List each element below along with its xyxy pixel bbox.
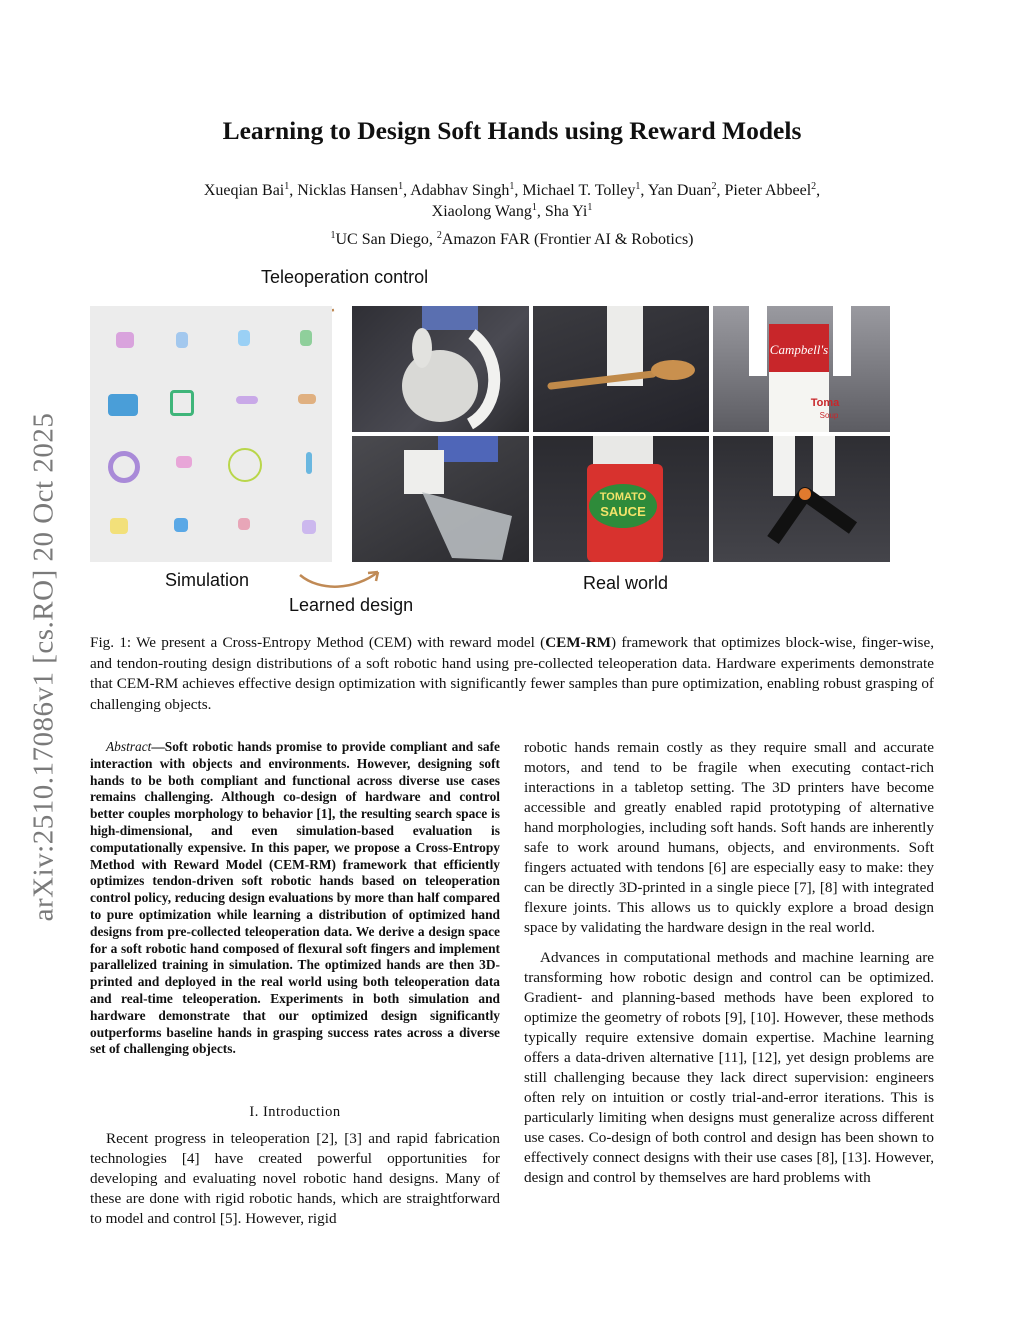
abstract	[90, 739, 500, 1058]
right-paragraph-1: robotic hands remain costly as they require small and accurate motors, and tend to be fragile when executing contact-rich interactions in a tabletop setting. The 3D printers have become accessible and greatly enabled rapid prototyping of alternative hand morphologies, including soft hands. Soft hands are inherently safe to work around humans, objects, and environments. Soft fingers actuated with tendons [6] are especially easy to make: they can be directly 3D-printed in a single piece [7], [8] with integrated flexure joints. This allows us to quickly explore a broad design space by validating the hardware design in the real world.	[524, 739, 934, 936]
paper-title: Learning to Design Soft Hands using Reward Models	[222, 116, 802, 145]
can-label-text: Toma	[810, 397, 840, 409]
author: Xiaolong Wang	[431, 203, 532, 220]
author: Yan Duan	[647, 182, 712, 199]
sim-object	[306, 452, 312, 474]
sim-object	[228, 448, 262, 482]
sim-object	[236, 396, 258, 404]
sim-object	[110, 518, 128, 534]
soft-finger	[833, 306, 851, 376]
author: Adabhav Singh	[410, 182, 510, 199]
soft-finger	[593, 436, 653, 466]
author-separator: ,	[403, 182, 411, 199]
mount	[438, 436, 498, 462]
mount	[422, 306, 478, 330]
author-affil-mark: 1	[531, 202, 537, 213]
author: Sha Yi	[544, 203, 588, 220]
label-real-world: Real world	[583, 573, 669, 593]
sim-object	[302, 520, 316, 534]
photo-tool-grasp	[713, 436, 890, 562]
intro-left-column	[90, 1129, 500, 1229]
can-brand-text: Campbell's	[769, 342, 829, 357]
caption-rest: ) framework that optimizes block-wise, finger-wise, and tendon-routing design distributions of a soft robotic hand using pre-collected teleoperation data. Hardware experiments demonstrate that CEM-RM achieves effective design optimization with significantly fewer samples than pure optimization, enabling robust grasping of challenging objects.	[90, 634, 935, 713]
author: Xueqian Bai	[203, 182, 285, 199]
author-affil-mark: 1	[284, 181, 290, 192]
label-learned-design: Learned design	[289, 595, 414, 615]
tool-grasp-drawing	[713, 436, 890, 562]
can-grasp-drawing	[713, 306, 890, 432]
bunny-ear	[412, 328, 432, 368]
section-heading: I. Introduction	[249, 1104, 341, 1120]
author-separator: ,	[514, 182, 523, 199]
author-separator: ,	[716, 182, 725, 199]
abstract-dash: —	[151, 739, 165, 754]
affil-mark: 2	[436, 230, 442, 241]
photo-can-grasp	[713, 306, 890, 432]
sim-object	[176, 332, 188, 348]
affil-mark: 1	[330, 230, 336, 241]
author: Nicklas Hansen	[297, 182, 399, 199]
figure-caption	[90, 633, 934, 715]
sim-object	[300, 330, 312, 346]
photo-bowl-grasp	[352, 436, 529, 562]
bowl-object	[422, 492, 512, 560]
arxiv-identifier-text: arXiv:2510.17086v1 [cs.RO] 20 Oct 2025	[27, 412, 60, 922]
sim-object	[108, 394, 138, 416]
can-label-text-2: Soup	[819, 411, 839, 420]
soft-finger	[749, 306, 767, 376]
intro-paragraph: Recent progress in teleoperation [2], [3] and rapid fabrication technologies [4] have created powerful opportunities for developing and evaluating novel robotic hand designs. Many of these are done with rigid robotic hands, which are straightforward to model and control [5]. However, rigid	[90, 1130, 500, 1227]
soft-finger	[404, 450, 444, 494]
abstract-text: Soft robotic hands promise to provide compliant and safe interaction with objects and environments. However, designing soft hands to be both compliant and functional across diverse use cases remains challenging. Although co-design of hardware and control better couples morphology to behavior [1], the resulting search space is high-dimensional, and even simulation-based evaluation is computationally expensive. In this paper, we propose a Cross-Entropy Method with Reward Model (CEM-RM) framework that efficiently optimizes tendon-driven soft robotic hands based on teleoperation control policy, reducing design evaluations by more than half compared to pure optimization while learning a distribution of optimized hand designs from pre-collected teleoperation data. We derive a design space for a soft robotic hand composed of flexural soft fingers and implement parallelized training in simulation. The optimized hands are then 3D-printed and deployed in the real world using both teleoperation data and real-time teleoperation. Experiments in both simulation and hardware demonstrate that our optimized design significantly outperforms baseline hands in grasping success rates across a diverse set of challenging objects.	[90, 739, 500, 1057]
author-separator: ,	[289, 182, 298, 199]
author-separator: ,	[816, 182, 821, 199]
photo-spoon-grasp	[533, 306, 709, 432]
caption-prefix: Fig. 1: We present a Cross-Entropy Method (CEM) with reward model (	[90, 634, 546, 651]
bowl-grasp-drawing	[352, 436, 529, 562]
spoon-bowl	[651, 360, 695, 380]
sim-object	[298, 394, 316, 404]
can-text-sauce: SAUCE	[600, 504, 646, 519]
affiliation: Amazon FAR (Frontier AI & Robotics)	[441, 231, 694, 248]
sim-object	[174, 518, 188, 532]
label-teleoperation-control: Teleoperation control	[261, 267, 429, 287]
soft-finger	[813, 436, 835, 496]
author-affil-mark: 1	[635, 181, 641, 192]
author-separator: ,	[536, 203, 545, 220]
affiliation: UC San Diego,	[335, 231, 437, 248]
arrow-sim-to-real	[300, 572, 378, 587]
author-separator: ,	[640, 182, 648, 199]
sim-object	[176, 456, 192, 468]
author: Pieter Abbeel	[724, 182, 812, 199]
author-affil-mark: 2	[711, 181, 717, 192]
author-affil-mark: 1	[587, 202, 593, 213]
sim-object	[238, 330, 250, 346]
right-column	[524, 738, 934, 1188]
simulation-grid-image	[90, 306, 332, 562]
sim-object	[238, 518, 250, 530]
photo-tomato-can-grasp	[533, 436, 709, 562]
author: Michael T. Tolley	[522, 182, 636, 199]
sim-object	[116, 332, 134, 348]
bunny-object	[402, 350, 478, 422]
author-affil-mark: 1	[398, 181, 404, 192]
caption-bold: CEM-RM	[545, 634, 611, 651]
soft-finger	[773, 436, 795, 496]
sim-object	[170, 390, 194, 416]
photo-bunny-grasp	[352, 306, 529, 432]
tool-object	[773, 494, 853, 540]
author-affil-mark: 1	[509, 181, 515, 192]
abstract-label: Abstract	[106, 739, 152, 754]
bunny-grasp-drawing	[352, 306, 529, 432]
label-simulation: Simulation	[165, 570, 250, 590]
spoon-grasp-drawing	[533, 306, 709, 432]
author-affil-mark: 2	[811, 181, 817, 192]
tool-pivot	[799, 488, 811, 500]
sim-object	[108, 451, 140, 483]
tomato-can-drawing	[533, 436, 709, 562]
can-text-tomato: TOMATO	[599, 491, 647, 503]
right-paragraph-2: Advances in computational methods and machine learning are transforming how robotic design and control can be optimized. Gradient- and planning-based methods have been explored to optimize the geometry of robots [9], [10]. However, these methods typically require extensive domain expertise. Machine learning offers a data-driven alternative [11], [12], yet design problems are still challenging because they lack direct supervision: engineers often rely on intuition or costly trial-and-error iterations. This is particularly limiting when designs must generalize across different use cases. Co-design of both control and design has been shown to effectively connect designs with their use cases [8], [13]. However, design and control by themselves are hard problems with	[524, 949, 934, 1186]
